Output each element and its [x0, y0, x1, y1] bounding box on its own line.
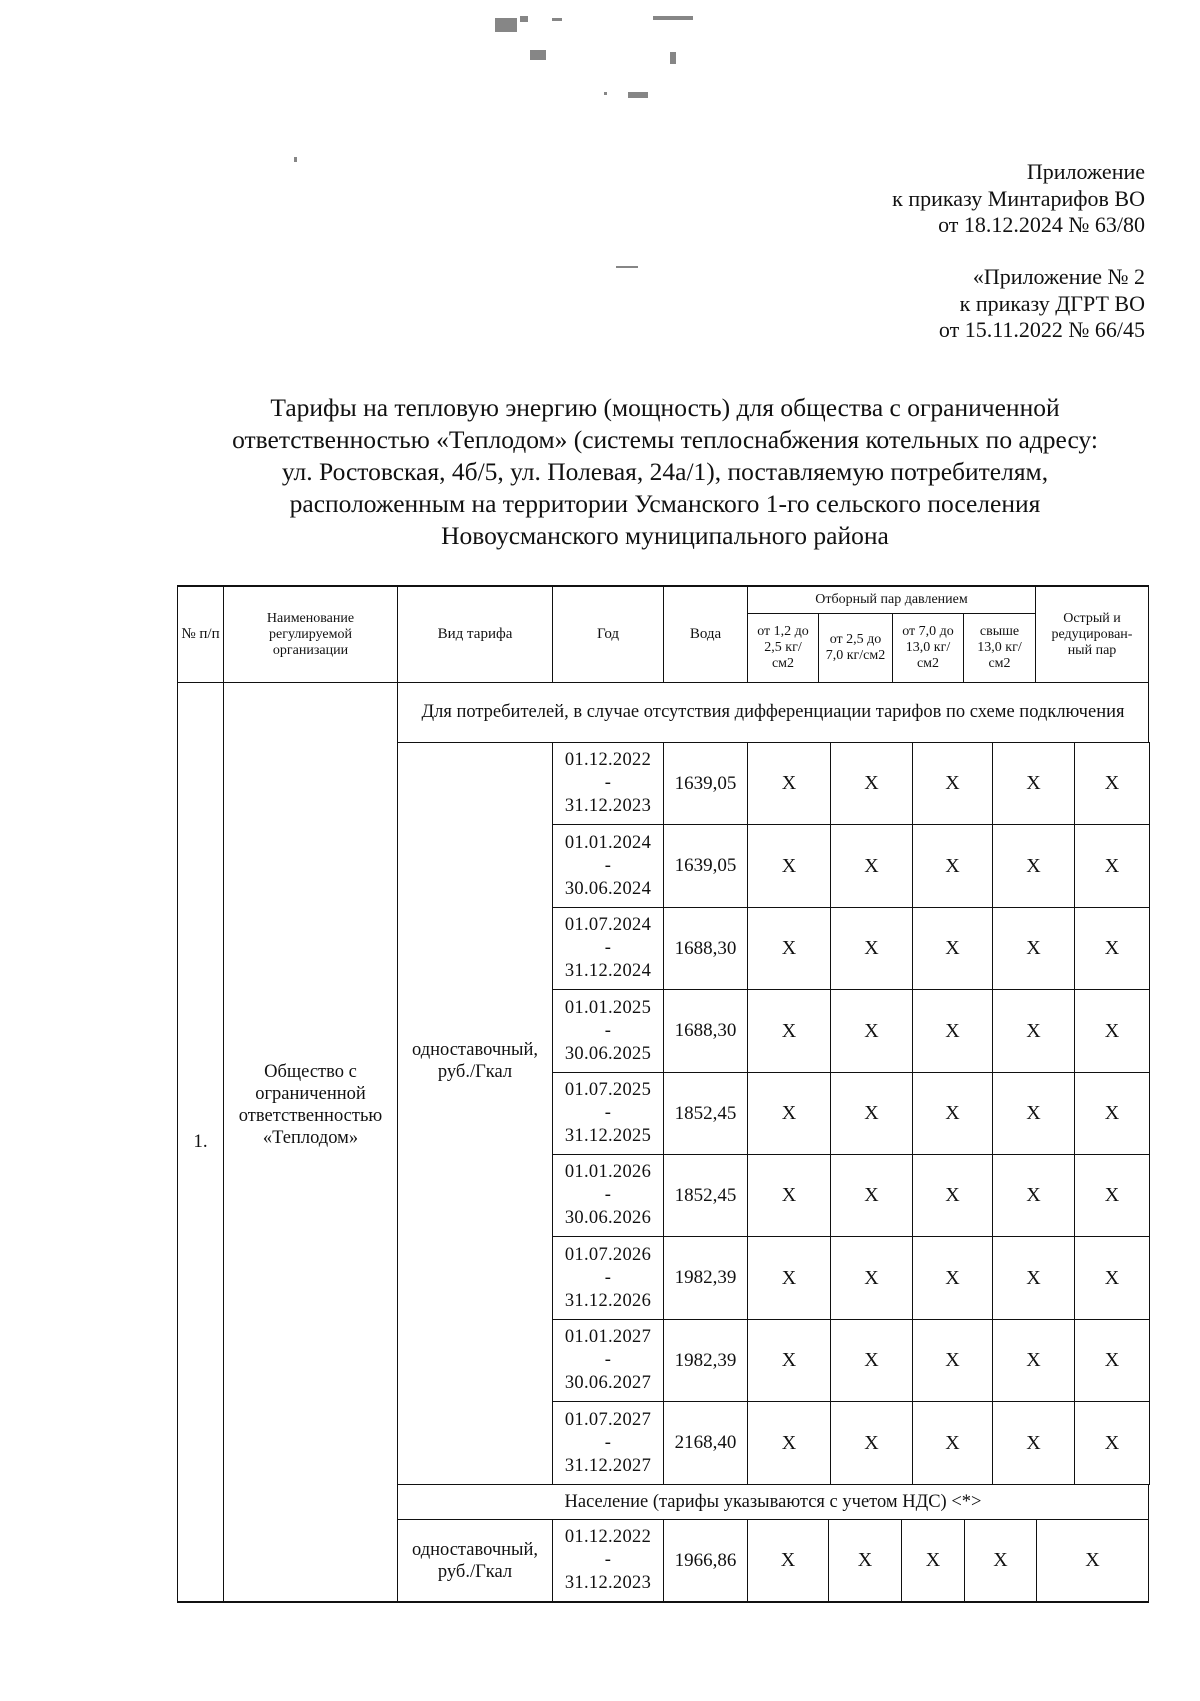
document-title: [170, 392, 1160, 552]
period-to: 31.12.2024: [564, 961, 652, 981]
water-tariff-value: 1966,86: [674, 1549, 737, 1571]
period-cell: [552, 1236, 664, 1320]
steam-cell: [912, 989, 993, 1073]
sharp-steam-cell: [1074, 1154, 1150, 1237]
steam-cell: [912, 824, 993, 908]
steam-value: X: [945, 1102, 960, 1124]
steam-value: X: [1026, 772, 1041, 794]
steam-cell: [747, 742, 831, 825]
steam-value: X: [781, 1266, 797, 1289]
steam-value: X: [945, 1019, 960, 1042]
entry-org: [223, 682, 398, 1603]
steam-cell: [830, 742, 913, 825]
steam-value: X: [945, 1349, 960, 1371]
period-cell: [552, 1154, 664, 1237]
entry-num-label: 1.: [193, 1131, 208, 1152]
water-tariff-cell: [663, 989, 748, 1073]
period-from: 01.01.2024: [564, 832, 652, 853]
steam-cell: [912, 907, 993, 990]
sharp-steam-value: X: [1104, 772, 1120, 794]
water-tariff-cell: [663, 742, 748, 825]
period-to: 30.06.2025: [564, 1043, 652, 1064]
steam-value: X: [1026, 1019, 1041, 1042]
period-to: 31.12.2023: [564, 1573, 652, 1593]
water-tariff-value: 1639,05: [674, 772, 737, 794]
header-steam-col-label: от 2,5 до 7,0 кг/см2: [825, 632, 886, 663]
header-sharp-steam: [1035, 585, 1149, 683]
steam-cell: [828, 1519, 902, 1603]
steam-cell: [747, 1236, 831, 1320]
steam-cell: [830, 1401, 913, 1485]
steam-cell: [747, 1401, 831, 1485]
steam-value: X: [857, 1549, 873, 1571]
group-general-tariff-type: [397, 742, 553, 1485]
header-steam-col-label: свыше 13,0 кг/см2: [977, 624, 1022, 671]
period-separator: -: [604, 1185, 612, 1205]
header-tariff-type: [397, 585, 553, 683]
water-tariff-value: 1852,45: [674, 1184, 737, 1206]
steam-value: X: [1026, 937, 1041, 959]
org-line: ограниченной: [255, 1084, 366, 1104]
steam-value: X: [1026, 1431, 1041, 1454]
steam-cell: [747, 1519, 829, 1603]
steam-value: X: [781, 937, 797, 959]
appendix-line: от 18.12.2024 № 63/80: [938, 212, 1145, 237]
period-from: 01.07.2026: [564, 1244, 652, 1265]
sharp-steam-value: X: [1104, 1266, 1120, 1289]
org-line: «Теплодом»: [262, 1128, 359, 1148]
steam-cell: [830, 1072, 913, 1155]
period-cell: [552, 742, 664, 825]
steam-cell: [830, 989, 913, 1073]
period-to: 31.12.2025: [564, 1126, 652, 1146]
period-separator: -: [604, 1550, 612, 1570]
sharp-steam-cell: [1074, 907, 1150, 990]
water-tariff-value: 1688,30: [674, 937, 737, 959]
sharp-steam-cell: [1074, 1319, 1150, 1402]
appendix-line: от 15.11.2022 № 66/45: [938, 317, 1145, 342]
steam-cell: [747, 907, 831, 990]
period-separator: -: [604, 773, 612, 793]
sharp-steam-value: X: [1085, 1549, 1100, 1571]
tariff-type-line: одноставочный,: [411, 1539, 538, 1560]
tariff-type-line: руб./Гкал: [437, 1561, 513, 1582]
period-from: 01.12.2022: [564, 750, 652, 770]
steam-cell: [830, 1319, 913, 1402]
sharp-steam-cell: [1074, 824, 1150, 908]
period-separator: -: [604, 1020, 612, 1041]
steam-cell: [830, 1154, 913, 1237]
appendix-line: Приложение: [1026, 159, 1145, 184]
sharp-steam-value: X: [1104, 1349, 1120, 1371]
sharp-steam-cell: [1074, 1236, 1150, 1320]
header-steam-group: [747, 585, 1036, 614]
steam-cell: [747, 1072, 831, 1155]
steam-value: X: [1026, 1349, 1041, 1371]
period-separator: -: [604, 1432, 612, 1453]
steam-cell: [992, 1072, 1075, 1155]
period-separator: -: [604, 855, 612, 876]
steam-cell: [912, 1236, 993, 1320]
steam-value: X: [1026, 854, 1041, 877]
water-tariff-cell: [663, 1401, 748, 1485]
title-line: расположенным на территории Усманского 1-го сельского поселения: [289, 489, 1041, 518]
header-water-label: Вода: [689, 626, 722, 642]
sharp-steam-value: X: [1104, 1019, 1120, 1042]
sharp-steam-cell: [1074, 742, 1150, 825]
steam-value: X: [864, 1349, 879, 1371]
header-tariff-type-label: Вид тарифа: [437, 626, 513, 642]
steam-cell: [992, 742, 1075, 825]
period-from: 01.12.2022: [564, 1527, 652, 1547]
group-header-general: [397, 682, 1149, 743]
appendix-original-order: [939, 264, 1145, 344]
steam-value: X: [864, 937, 879, 959]
water-tariff-cell: [663, 1072, 748, 1155]
water-tariff-cell: [663, 1319, 748, 1402]
steam-value: X: [864, 1431, 879, 1454]
period-cell: [552, 1519, 664, 1603]
header-steam-col-4: [963, 613, 1036, 683]
water-tariff-cell: [663, 1236, 748, 1320]
appendix-line: к приказу Минтарифов ВО: [892, 185, 1145, 211]
steam-cell: [747, 1319, 831, 1402]
steam-cell: [901, 1519, 965, 1603]
steam-value: X: [864, 772, 879, 794]
steam-value: X: [864, 1266, 879, 1289]
steam-value: X: [781, 772, 797, 794]
header-num-label: № п/п: [181, 626, 220, 642]
header-steam-col-label: от 7,0 до 13,0 кг/см2: [902, 624, 954, 671]
header-steam-col-2: [818, 613, 893, 683]
sharp-steam-value: X: [1104, 1184, 1120, 1206]
period-to: 31.12.2027: [564, 1455, 652, 1476]
steam-cell: [992, 989, 1075, 1073]
group-population-tariff-type: [397, 1519, 553, 1603]
water-tariff-cell: [663, 1154, 748, 1237]
sharp-steam-cell: [1074, 1072, 1150, 1155]
water-tariff-cell: [663, 907, 748, 990]
sharp-steam-value: X: [1104, 937, 1120, 959]
water-tariff-cell: [663, 1519, 748, 1603]
period-cell: [552, 907, 664, 990]
steam-cell: [912, 1154, 993, 1237]
water-tariff-value: 2168,40: [674, 1432, 737, 1453]
entry-num: [177, 682, 224, 1603]
steam-value: X: [945, 1431, 960, 1454]
sharp-steam-cell: [1036, 1519, 1149, 1603]
period-separator: -: [604, 1350, 612, 1370]
header-water: [663, 585, 748, 683]
steam-cell: [747, 989, 831, 1073]
header-sharp-steam-label: Острый и редуцирован-ный пар: [1051, 610, 1133, 658]
water-tariff-cell: [663, 824, 748, 908]
steam-value: X: [781, 1431, 797, 1454]
period-separator: -: [604, 1267, 612, 1288]
period-cell: [552, 1401, 664, 1485]
org-line: ответственностью: [238, 1106, 383, 1126]
steam-cell: [912, 1401, 993, 1485]
title-line: Новоусманского муниципального района: [441, 521, 889, 550]
group-header-population: [397, 1484, 1149, 1520]
steam-value: X: [864, 854, 879, 877]
steam-value: X: [781, 1184, 797, 1206]
sharp-steam-value: X: [1104, 1431, 1120, 1454]
header-year: [552, 585, 664, 683]
header-year-label: Год: [596, 626, 620, 642]
header-org-label: Наименование регулируемой организации: [266, 610, 355, 658]
org-line: Общество с: [264, 1062, 357, 1082]
group-label: Для потребителей, в случае отсутствия дифференциации тарифов по схеме подключения: [421, 702, 1125, 722]
group-label: Население (тарифы указываются с учетом НДС) <*>: [564, 1491, 982, 1512]
steam-value: X: [925, 1549, 941, 1571]
steam-value: X: [945, 937, 960, 959]
period-cell: [552, 824, 664, 908]
header-steam-col-3: [892, 613, 964, 683]
steam-value: X: [945, 1266, 960, 1289]
period-cell: [552, 1319, 664, 1402]
steam-cell: [830, 824, 913, 908]
steam-cell: [964, 1519, 1037, 1603]
steam-value: X: [781, 1349, 797, 1371]
period-from: 01.01.2027: [564, 1327, 652, 1347]
title-line: Тарифы на тепловую энергию (мощность) для общества с ограниченной: [270, 393, 1060, 422]
sharp-steam-cell: [1074, 989, 1150, 1073]
title-line: ответственностью «Теплодом» (системы теплоснабжения котельных по адресу:: [232, 425, 1098, 454]
steam-cell: [992, 824, 1075, 908]
steam-value: X: [864, 1102, 879, 1124]
water-tariff-value: 1982,39: [674, 1267, 737, 1288]
steam-cell: [992, 1401, 1075, 1485]
period-separator: -: [604, 1103, 612, 1123]
steam-value: X: [781, 1019, 797, 1042]
water-tariff-value: 1852,45: [674, 1102, 737, 1124]
period-from: 01.07.2025: [564, 1080, 652, 1100]
appendix-current-order: [892, 159, 1145, 239]
steam-value: X: [864, 1019, 879, 1042]
header-steam-group-label: Отборный пар давлением: [815, 592, 968, 607]
steam-cell: [912, 742, 993, 825]
steam-cell: [992, 1154, 1075, 1237]
steam-cell: [747, 1154, 831, 1237]
steam-cell: [992, 1236, 1075, 1320]
period-separator: -: [604, 938, 612, 958]
period-to: 30.06.2024: [564, 878, 652, 899]
steam-cell: [830, 1236, 913, 1320]
appendix-line: «Приложение № 2: [972, 264, 1145, 289]
steam-value: X: [945, 772, 960, 794]
steam-value: X: [945, 1184, 960, 1206]
steam-value: X: [781, 854, 797, 877]
tariff-type-line: руб./Гкал: [437, 1061, 513, 1082]
period-from: 01.01.2025: [564, 997, 652, 1018]
steam-value: X: [780, 1549, 796, 1571]
steam-cell: [992, 907, 1075, 990]
header-steam-col-1: [747, 613, 819, 683]
steam-cell: [747, 824, 831, 908]
period-from: 01.07.2024: [564, 915, 652, 935]
steam-value: X: [993, 1549, 1008, 1571]
header-num: [177, 585, 224, 683]
period-cell: [552, 989, 664, 1073]
sharp-steam-value: X: [1104, 1102, 1120, 1124]
steam-cell: [830, 907, 913, 990]
water-tariff-value: 1982,39: [674, 1349, 737, 1371]
header-steam-col-label: от 1,2 до 2,5 кг/см2: [757, 624, 809, 671]
header-org: [223, 585, 398, 683]
period-from: 01.01.2026: [564, 1162, 652, 1182]
period-from: 01.07.2027: [564, 1409, 652, 1430]
steam-cell: [912, 1319, 993, 1402]
steam-cell: [992, 1319, 1075, 1402]
title-line: ул. Ростовская, 4б/5, ул. Полевая, 24а/1), поставляемую потребителям,: [281, 457, 1049, 486]
period-to: 30.06.2027: [564, 1373, 652, 1393]
sharp-steam-value: X: [1104, 854, 1120, 877]
tariff-type-line: одноставочный,: [411, 1039, 538, 1060]
period-to: 31.12.2023: [564, 796, 652, 816]
steam-value: X: [945, 854, 960, 877]
steam-value: X: [1026, 1102, 1041, 1124]
steam-value: X: [1026, 1266, 1041, 1289]
water-tariff-value: 1639,05: [674, 855, 737, 876]
sharp-steam-cell: [1074, 1401, 1150, 1485]
period-cell: [552, 1072, 664, 1155]
steam-value: X: [1026, 1184, 1041, 1206]
steam-cell: [912, 1072, 993, 1155]
water-tariff-value: 1688,30: [674, 1020, 737, 1041]
steam-value: X: [781, 1102, 797, 1124]
period-to: 30.06.2026: [564, 1208, 652, 1228]
appendix-line: к приказу ДГРТ ВО: [959, 290, 1145, 316]
period-to: 31.12.2026: [564, 1290, 652, 1311]
steam-value: X: [864, 1184, 879, 1206]
